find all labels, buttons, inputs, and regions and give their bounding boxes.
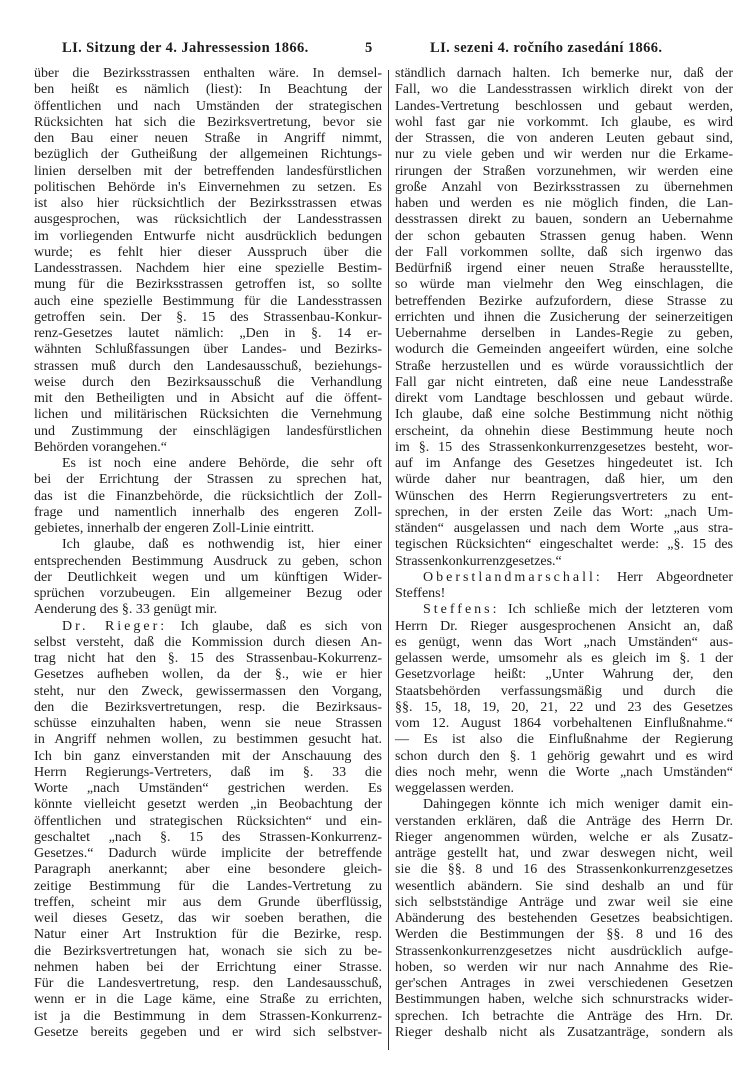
text-line: Ich glaube, daß es nothwendig ist, hier einer bbox=[62, 537, 382, 553]
text-line: das ist die Finanzbehörde, die rücksichtlich der Zoll- bbox=[34, 488, 382, 504]
text-line: Fall gar nicht eintreten, daß eine neue Landesstraße bbox=[395, 374, 733, 390]
text-line: Uebernahme derselben in Landes-Regie zu geben, bbox=[395, 326, 733, 341]
text-line: Herrn Dr. Rieger ausgesprochenen Ansicht an, daß bbox=[395, 618, 733, 634]
text-line: es genügt, wenn das Wort „nach Umständen“ aus- bbox=[395, 634, 733, 650]
text-line: wenn er in die Lage käme, eine Straße zu errichten, bbox=[34, 992, 382, 1008]
text-line: öffentlichen und nach Umständen der strategischen bbox=[34, 98, 382, 114]
text-line: hoben, so werden wir nur nach Annahme des Rie- bbox=[395, 959, 733, 975]
text-line: sie die §§. 8 und 16 des Strassenkonkurrenzgesetzes bbox=[395, 862, 733, 878]
running-header-czech: LI. sezeni 4. ročního zasedání 1866. bbox=[430, 40, 663, 56]
text-line: ist ja die Bestimmung in dem Strassen-Konkurrenz- bbox=[34, 1008, 382, 1024]
text-line: ben heißt es nämlich (liest): In Beachtung der bbox=[34, 82, 382, 98]
text-line: Bedürfniß irgend einer neuen Straße herausstellte, bbox=[395, 261, 733, 276]
text-line: desstrassen direkt zu bauen, sondern an Uebernahme bbox=[395, 212, 733, 228]
text-line: der Deutlichkeit wegen und um künftigen Wider- bbox=[34, 569, 382, 585]
text-line: Fall, wo die Landesstrassen wirklich direkt von der bbox=[395, 82, 733, 98]
text-line: wodurch die Gemeinden angeeifert würden, eine solche bbox=[395, 342, 733, 358]
text-line: ist also hier rücksichtlich der Bezirksstrassen etwas bbox=[34, 196, 382, 211]
text-line: Staatsbehörden verfassungsmäßig und durch die bbox=[395, 683, 733, 699]
text-line: ger'schen Antrages in zwei verschiedenen Gesetzen bbox=[395, 976, 733, 991]
text-line: der Strassen, die von anderen Leuten gebaut sind, bbox=[395, 131, 733, 146]
text-line: könnte vielleicht gesetzt werden „in Beobachtung der bbox=[34, 797, 382, 813]
text-line: Natur einer Art Instruktion für die Bezirke, resp. bbox=[34, 927, 382, 943]
text-line: wohl fast gar nie vorkommt. Ich glaube, es wird bbox=[395, 114, 733, 130]
text-line: Worte „nach Umständen“ gestrichen werden. Es bbox=[34, 781, 382, 796]
text-line: lichen und militärischen Rücksichten die Vernehmung bbox=[34, 407, 382, 423]
text-line: Rücksichten hat sich die Bezirksvertretung, bevor sie bbox=[34, 114, 382, 130]
text-line: dies noch mehr, wenn die Worte „nach Umständen“ bbox=[395, 764, 733, 780]
text-line: zeitige Bestimmung für die Landes-Vertretung zu bbox=[34, 878, 382, 894]
text-line: renz-Gesetzes lautet nämlich: „Den in §. 14 er- bbox=[34, 326, 382, 341]
text-line: Herrn Regierungs-Vertreters, daß im §. 33 die bbox=[34, 764, 382, 780]
text-line: treffen, scheint mir aus dem Grunde überflüssig, bbox=[34, 894, 382, 910]
text-line: betreffenden Bezirke aufzufordern, diese Strasse zu bbox=[395, 293, 733, 309]
speech-text: Ich schließe mich der letzteren vom bbox=[499, 602, 733, 618]
text-line: weggelassen werden. bbox=[395, 781, 514, 796]
text-line: auch eine spezielle Bestimmung für die Landesstrassen bbox=[34, 293, 382, 309]
paragraph bbox=[395, 797, 733, 1041]
text-line: Wünschen des Herrn Regierungsvertreters zu ent- bbox=[395, 488, 733, 504]
text-line: schüsse einzuhalten haben, wenn sie neue Strassen bbox=[34, 716, 382, 731]
text-line: anträge gestellt hat, und zwar deswegen nicht, weil bbox=[395, 846, 733, 861]
text-line: Straße herzustellen und es würde voraussichtlich der bbox=[395, 358, 733, 374]
text-line: politischen Behörde in's Einvernehmen zu setzen. Es bbox=[34, 179, 382, 195]
text-line: Rieger angenommen würden, welche er als Zusatz- bbox=[395, 829, 733, 845]
text-line: Behörden vorangehen.“ bbox=[34, 439, 167, 455]
text-line: strassen muß durch den Landesausschuß, beziehungs- bbox=[34, 358, 382, 374]
running-header-german: LI. Sitzung der 4. Jahressession 1866. bbox=[62, 40, 309, 56]
text-line: über die Bezirksstrassen enthalten wäre. In demsel- bbox=[34, 66, 382, 81]
paragraph bbox=[395, 66, 733, 570]
text-line: Rieger deshalb nicht als Zusatzanträge, sondern als bbox=[395, 1024, 733, 1040]
text-line: getroffen sein. Der §. 15 des Strassenbau-Konkur- bbox=[34, 309, 382, 325]
text-line bbox=[395, 570, 733, 586]
speaker-name: Steffens: bbox=[423, 602, 500, 618]
text-line: Strassenkonkurrenzgesetzes.“ bbox=[395, 553, 562, 569]
text-line: mung für die Bezirksstrassen getroffen ist, so sollte bbox=[34, 277, 382, 293]
text-line: frage und namentlich innerhalb des engeren Zoll- bbox=[34, 504, 382, 520]
text-line: ständen“ ausgelassen und nach dem Worte „aus stra- bbox=[395, 521, 733, 536]
text-line: geschaltet „nach §. 15 des Strassen-Konkurrenz- bbox=[34, 829, 382, 845]
text-line: Werden die Bestimmungen der §§. 8 und 16 des bbox=[395, 927, 733, 943]
column-divider bbox=[388, 70, 389, 1050]
text-line: Gesetzes.“ Dadurch würde implicite der betreffende bbox=[34, 846, 382, 861]
paragraph bbox=[34, 537, 382, 618]
text-line: trag nicht hat den §. 15 des Strassenbau-Kokurrenz- bbox=[34, 651, 382, 666]
text-line: sich selbstständige Anträge und zwar weil sie eine bbox=[395, 894, 733, 910]
text-line: schon durch den §. 1 gehörig gewahrt und es wird bbox=[395, 748, 733, 764]
text-line: linien derselben mit der betreffenden landesfürstlichen bbox=[34, 163, 382, 179]
text-line: vom 12. August 1864 vorbehaltenen Einflußnahme.“ bbox=[395, 716, 733, 731]
text-line: Steffens! bbox=[395, 586, 446, 601]
text-line: ständlich darnach halten. Ich bemerke nur, daß der bbox=[395, 66, 733, 81]
text-line: den Bau einer neuen Straße in Angriff nimmt, bbox=[34, 131, 382, 146]
text-line: errichten und ihnen die Zusicherung der seinerzeitigen bbox=[395, 309, 733, 325]
text-line: Dahingegen könnte ich mich weniger damit ein- bbox=[423, 797, 733, 813]
right-column bbox=[395, 66, 733, 1041]
text-line: selbst versteht, daß die Kommission durch diesen An- bbox=[34, 634, 382, 650]
text-line: sprüchen vorzubeugen. Ein allgemeiner Bezug oder bbox=[34, 586, 382, 601]
page-number: 5 bbox=[365, 40, 373, 56]
text-line: entsprechenden Bestimmung Ausdruck zu geben, schon bbox=[34, 553, 382, 569]
text-line: auf im Anfange des Gesetzes hingedeutet ist. Ich bbox=[395, 456, 733, 471]
text-line: Landesstrassen. Nachdem hier eine spezielle Bestim- bbox=[34, 261, 382, 276]
text-line: Gesetze bereits gegeben und er wird sich selbstver- bbox=[34, 1024, 382, 1040]
text-line: gelassen werde, umsomehr als es gleich im §. 1 der bbox=[395, 651, 733, 666]
text-line: Für die Landesvertretung, resp. den Landesausschuß, bbox=[34, 976, 382, 991]
speech-text: Ich glaube, daß es sich von bbox=[167, 618, 382, 634]
text-line: im §. 15 des Strassenkonkurrenzgesetzes besteht, wor- bbox=[395, 439, 733, 455]
text-line: im vorliegenden Entwurfe nicht ausdrücklich bedungen bbox=[34, 228, 382, 244]
speech-paragraph bbox=[395, 570, 733, 603]
text-line: Ich glaube, daß eine solche Bestimmung nicht nöthig bbox=[395, 407, 733, 423]
text-line: in Angriff nehmen wollen, zu bestimmen gesucht hat. bbox=[34, 732, 382, 748]
text-line: bei der Errichtung der Strassen zu sprechen hat, bbox=[34, 472, 382, 488]
text-line: und Zustimmung der einschlägigen landesfürstlichen bbox=[34, 423, 382, 439]
text-line: würde daher nur beantragen, daß hier, um den bbox=[395, 472, 733, 488]
text-line: ausgesprochen, was rücksichtlich der Landesstrassen bbox=[34, 212, 382, 228]
text-line: nur zu viele geben und wir werden nur die Erkame- bbox=[395, 147, 733, 163]
text-line: mit den Betheiligten und in Absicht auf die öffent- bbox=[34, 391, 382, 406]
text-line: erscheint, da ohnehin diese Bestimmung heute noch bbox=[395, 423, 733, 439]
text-line: der Fall vorkommen sollte, daß sich irgenwo das bbox=[395, 244, 733, 260]
text-line: verstanden erklären, daß die Anträge des Herrn Dr. bbox=[395, 813, 733, 829]
text-line: weil dieses Gesetz, das wir soeben berathen, die bbox=[34, 911, 382, 926]
text-line: §§. 15, 18, 19, 20, 21, 22 und 23 des Gesetzes bbox=[395, 699, 733, 715]
text-line: öffentlichen und strategischen Rücksichten“ und ein- bbox=[34, 813, 382, 829]
speaker-name: Oberstlandmarschall: bbox=[423, 569, 603, 585]
text-line: Ich bin ganz einverstanden mit der Anschauung des bbox=[34, 748, 382, 764]
speaker-name: Dr. Rieger: bbox=[62, 618, 168, 634]
text-line: rirungen der Straßen vorzunehmen, wir werden eine bbox=[395, 163, 733, 179]
text-line: Paragraph anerkannt; aber eine besondere gleich- bbox=[34, 862, 382, 878]
speech-paragraph bbox=[34, 619, 382, 1042]
text-line: haben und werden es nie möglich finden, die Lan- bbox=[395, 196, 733, 211]
text-line: so würde man vielmehr den Weg einschlagen, die bbox=[395, 277, 733, 293]
text-line: die Bezirksvertretungen hat, wonach sie sich zu be- bbox=[34, 943, 382, 959]
text-line: bezüglich der Gutheißung der allgemeinen Richtungs- bbox=[34, 147, 382, 163]
text-line: wähnten Schlußfassungen über Landes- und Bezirks- bbox=[34, 342, 382, 358]
paragraph bbox=[34, 456, 382, 537]
speech-text: Herr Abgeordneter bbox=[602, 569, 733, 585]
speech-paragraph bbox=[395, 602, 733, 797]
text-line: wurde; es fehlt hier dieser Ausspruch über die bbox=[34, 244, 382, 260]
text-line: den die Bezirksvertretungen, resp. die Bezirksaus- bbox=[34, 699, 382, 715]
text-line bbox=[34, 619, 382, 635]
text-line: weise durch den Bezirksausschuß die Verhandlung bbox=[34, 374, 382, 390]
text-line: nehmen haben bei der Errichtung einer Strasse. bbox=[34, 959, 382, 975]
text-line: tegischen Rücksichten“ eingeschaltet werde: „§. 15 des bbox=[395, 537, 733, 553]
left-column bbox=[34, 66, 382, 1041]
text-line: sprechen. Ich betrachte die Anträge des Hrn. Dr. bbox=[395, 1008, 733, 1024]
text-line: — Es ist also die Einflußnahme der Regierung bbox=[395, 732, 733, 748]
text-line: Strassenkonkurrenzgesetzes nicht ausdrücklich aufge- bbox=[395, 943, 733, 959]
text-line: Es ist noch eine andere Behörde, die sehr oft bbox=[62, 456, 382, 471]
text-line: gebietes, innerhalb der engeren Zoll-Linie eintritt. bbox=[34, 521, 315, 536]
text-line: Abänderung des bestehenden Gesetzes beabsichtigen. bbox=[395, 911, 733, 926]
text-line: Bestimmungen haben, welche sich schnurstracks wider- bbox=[395, 992, 733, 1008]
text-line: steht, nur den Zweck, gewissermassen den Vorgang, bbox=[34, 683, 382, 699]
text-line: große Anzahl von Bezirksstrassen zu übernehmen bbox=[395, 179, 733, 195]
text-line: Aenderung des §. 33 genügt mir. bbox=[34, 602, 218, 618]
text-line: Gesetzvorlage heißt: „Unter Wahrung der, den bbox=[395, 667, 733, 683]
paragraph bbox=[34, 66, 382, 456]
text-line: Gesetzes aufheben wollen, da der §., wie er hier bbox=[34, 667, 382, 683]
text-line: sprechen, in der ersten Zeile das Wort: „nach Um- bbox=[395, 504, 733, 520]
text-line: wesentlich abändern. Sie sind deshalb an und für bbox=[395, 878, 733, 894]
text-line bbox=[395, 602, 733, 618]
text-line: der schon gebauten Strassen genug haben. Wenn bbox=[395, 228, 733, 244]
text-line: Landes-Vertretung beschlossen und gebaut werden, bbox=[395, 98, 733, 114]
text-line: direkt vom Landtage beschlossen und gebaut würde. bbox=[395, 391, 733, 406]
